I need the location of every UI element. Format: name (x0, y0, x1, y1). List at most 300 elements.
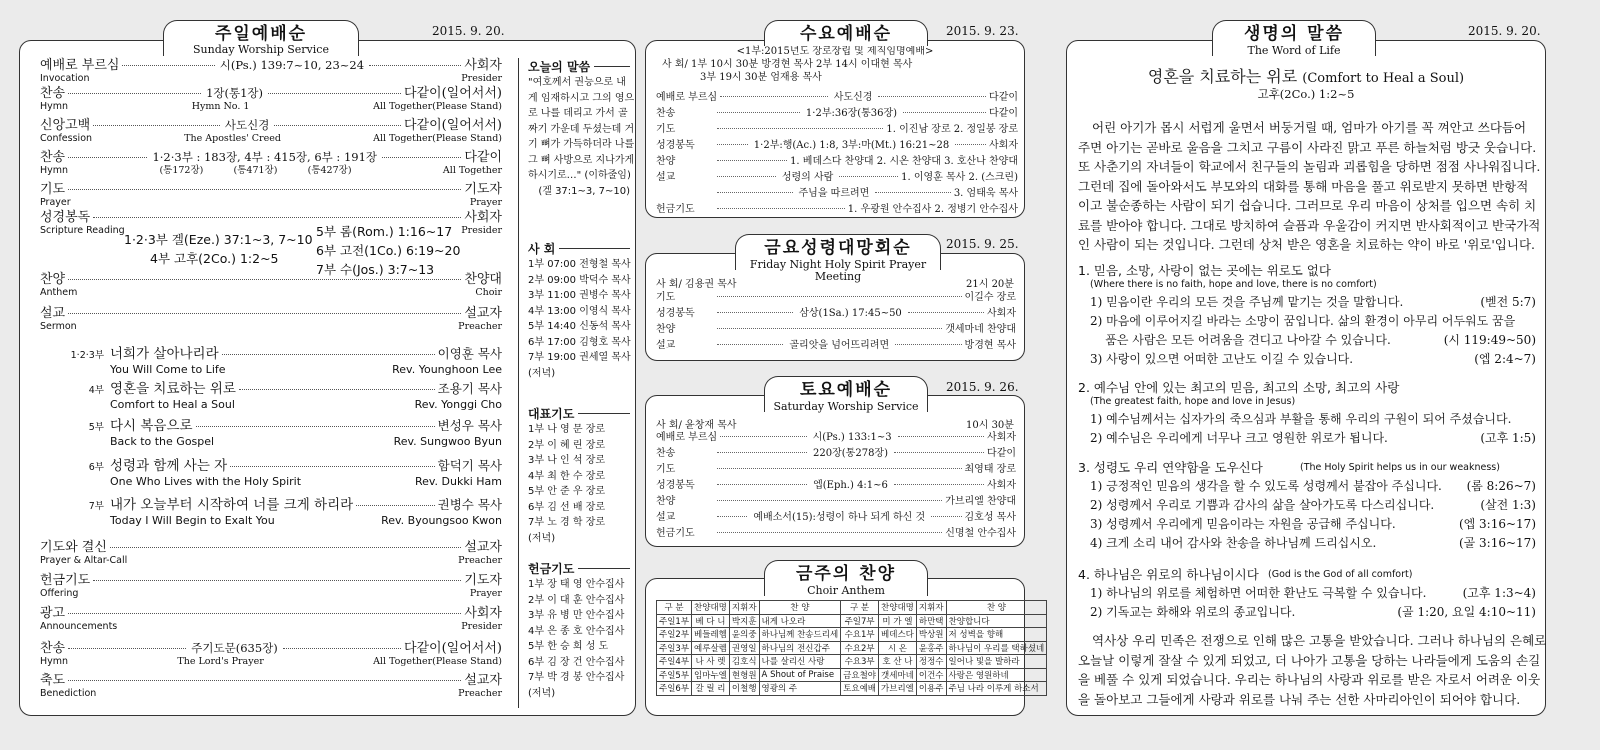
program-row-leader: 1. 이진남 장로 2. 정일봉 장로 (886, 124, 1018, 135)
sermon-service-number: 4부 (88, 385, 104, 396)
section-point (1090, 515, 1536, 534)
dotted-leader (717, 208, 845, 209)
program-row-leader: 사회자 (987, 308, 1016, 319)
anthem-cell: 주일4부 (657, 655, 692, 669)
dotted-leader (894, 484, 984, 485)
anthem-row (657, 614, 1047, 628)
anthem-header-cell: 찬 양 (946, 601, 1047, 615)
sidebar-list-item: 4부 13:00 이영식 목사 (528, 305, 631, 317)
wednesday-presiders (662, 58, 912, 84)
dotted-leader (239, 389, 435, 390)
service-item-sub (40, 165, 502, 176)
section-point-text: 2) 마음에 이루어지길 바라는 소망이 꿈입니다. 삶의 환경이 아무리 어두워도 꿈을 (1090, 314, 1516, 328)
anthem-cell: 임마누엘 (692, 668, 730, 682)
section-point-text: 1) 믿음이란 우리의 모든 것을 주님께 맡기는 것을 말합니다. (1090, 295, 1404, 309)
sermon-preacher-en: Rev. Younghoon Lee (392, 363, 502, 376)
sermon-main (60, 497, 502, 514)
anthem-cell: 수요1부 (841, 628, 879, 642)
wednesday-title: 수요예배순 (799, 24, 893, 44)
sermon-entry (60, 418, 502, 448)
anthem-cell: 베 다 니 (692, 614, 730, 628)
dotted-leader (68, 613, 461, 614)
sidebar-heading (528, 240, 630, 257)
anthem-cell: 내게 나오라 (759, 614, 841, 628)
program-row (656, 307, 1016, 320)
section-heading-ko: 1. 믿음, 소망, 사랑이 없는 곳에는 위로도 없다 (1078, 263, 1331, 278)
scripture-quote-line: 그 뼈 사방으로 지나가게 (528, 154, 635, 166)
word-subtitle: The Word of Life (1247, 44, 1341, 57)
sidebar-heading-text: 사 회 (528, 242, 556, 256)
anthem-cell: 나 사 렛 (692, 655, 730, 669)
dotted-leader (898, 436, 984, 437)
outro-line: 오늘날 이렇게 잘살 수 있게 되었고, 더 나아가 고통을 당하는 나라들에게 도움의 손길 (1078, 652, 1541, 668)
program-row (656, 495, 1016, 508)
program-row-label: 기도 (656, 464, 676, 475)
sidebar-heading-text: 오늘의 말씀 (528, 60, 591, 74)
anthem-cell: 이용주 (916, 682, 946, 696)
service-item-main (40, 182, 502, 197)
service-item-detail-en: (통172장) (통471장) (통427장) (159, 165, 352, 176)
anthem-cell: 베데스다 (879, 628, 917, 642)
intro-paragraph (1078, 118, 1541, 255)
anthem-cell: 시 온 (879, 641, 917, 655)
anthem-cell: 하나님의 전신갑주 (759, 641, 841, 655)
intro-line: 료를 받아야 합니다. 그대로 방치하여 슬픔과 우울감이 커지면 반사회적이고 반국가적 (1078, 217, 1541, 233)
section-point-reference: (엡 3:16~17) (1458, 517, 1536, 531)
program-row-label: 기도 (656, 124, 676, 135)
intro-line: 이고 불순종하는 사람이 되기 쉽습니다. 그러므로 우리 마음이 상처를 입으면 속히 치 (1078, 198, 1537, 213)
program-row (656, 447, 1016, 460)
anthem-cell: 영광의 주 (759, 682, 841, 696)
sidebar-heading (528, 58, 630, 75)
anthem-cell: 윤의중 (729, 628, 759, 642)
dotted-leader (222, 354, 435, 355)
program-row-label: 설교 (656, 172, 676, 183)
program-row-label: 찬양 (656, 496, 676, 507)
anthem-header-cell: 지휘자 (916, 601, 946, 615)
service-item-name: 찬송 (40, 150, 66, 165)
anthem-cell: A Shout of Praise (759, 668, 841, 682)
anthem-row (657, 682, 1047, 696)
sidebar-list-item: 4부 최 한 수 장로 (528, 470, 606, 482)
anthem-cell: 주일1부 (657, 614, 692, 628)
scripture-line: 5부 롬(Rom.) 1:16~17 (316, 224, 453, 239)
service-item-detail-en: The Lord's Prayer (177, 656, 264, 667)
dotted-leader (93, 217, 461, 218)
scripture-quote-line: 하시기로…" (이하줄임) (528, 170, 631, 181)
service-item-main (40, 673, 502, 688)
anthem-cell: 금요철야 (841, 668, 879, 682)
sidebar-list-item: 5부 한 승 희 성 도 (528, 641, 609, 652)
sidebar-list-item: 7부 19:00 권세열 목사 (528, 352, 631, 363)
sidebar-section (528, 405, 630, 546)
dotted-leader (895, 344, 961, 345)
program-row (656, 107, 1018, 120)
service-item-leader: 설교자 (464, 306, 502, 321)
sidebar-divider (518, 58, 519, 708)
section-heading-en: (The greatest faith, hope and love in Jesus) (1090, 396, 1296, 407)
sermon-main (60, 458, 502, 475)
section-heading-ko: 4. 하나님은 위로의 하나님이시다 (1078, 567, 1259, 582)
service-item-name-en: Anthem (40, 287, 78, 298)
sermon-title-en: Today I Will Begin to Exalt You (110, 514, 275, 527)
program-row-label: 기도 (656, 292, 676, 303)
program-row-detail: 골리앗을 넘어뜨리려면 (789, 340, 890, 351)
anthem-cell: 이건수 (916, 668, 946, 682)
section-heading (1078, 263, 1331, 279)
scripture-line: 7부 수(Jos.) 3:7~13 (316, 262, 435, 277)
sermon-service-number: 1·2·3부 (70, 350, 104, 361)
section-heading-en: (The Holy Spirit helps us in our weakness) (1300, 462, 1500, 473)
sermon-entry (60, 497, 502, 527)
service-item-leader: 다같이 (464, 150, 503, 165)
dotted-leader (68, 93, 201, 94)
program-row (656, 139, 1018, 152)
service-item-name: 헌금기도 (40, 573, 91, 588)
service-item (40, 86, 502, 112)
service-item-sub (40, 133, 502, 144)
service-item-name-en: Hymn (40, 656, 69, 667)
service-item-leader: 다같이(일어서서) (403, 118, 503, 133)
sidebar-heading-text: 대표기도 (528, 407, 575, 421)
service-item-leader: 찬양대 (464, 272, 502, 287)
program-row-leader: 방경현 목사 (964, 340, 1017, 351)
section-point (1090, 350, 1536, 369)
section-point-text: 2) 기독교는 화해와 위로의 종교입니다. (1090, 605, 1296, 619)
section-point-reference: (살전 1:3) (1480, 498, 1536, 512)
service-item-main (40, 306, 502, 321)
sermon-sub (60, 398, 502, 411)
section-heading-ko: 3. 성령도 우리 연약함을 도우신다 (1078, 460, 1263, 475)
service-item-name-en: Hymn (40, 101, 69, 112)
service-item-name-en: Prayer (40, 197, 71, 208)
dotted-leader (894, 452, 984, 453)
sidebar-list-item: 3부 유 병 만 안수집사 (528, 610, 625, 621)
service-item-detail-en: The Apostles' Creed (184, 133, 281, 144)
section-point-reference: (엡 2:4~7) (1474, 352, 1536, 366)
program-row (656, 463, 1016, 476)
anthem-cell: 가브리엘 (879, 682, 917, 696)
anthem-cell: 박지훈 (729, 614, 759, 628)
heading-rule (594, 66, 630, 67)
dotted-leader (720, 96, 828, 97)
service-item-main (40, 118, 502, 133)
program-row-label: 예배로 부르심 (656, 432, 718, 443)
sidebar-list-item: 1부 나 영 문 장로 (528, 424, 606, 435)
program-row-label: 설교 (656, 512, 676, 523)
program-row (656, 203, 1018, 216)
service-item (40, 306, 502, 332)
service-item-main (40, 150, 502, 165)
sidebar-list-item: 2부 09:00 박덕수 목사 (528, 274, 631, 286)
sermon-entry (60, 458, 502, 488)
dotted-leader (230, 466, 434, 467)
sidebar-list-item: 7부 노 경 학 장로 (528, 517, 606, 528)
service-item-leader-en: All Together(Please Stand) (373, 133, 502, 144)
intro-line: 인 사람이 되는 것입니다. 그런데 상처 받은 영혼을 치료하는 약이 바로 '위로'입니다. (1078, 237, 1536, 252)
friday-title: 금요성령대망회순 (764, 238, 912, 258)
service-item-detail: 1·2·3부 : 183장, 4부 : 415장, 6부 : 191장 (152, 150, 378, 164)
service-item-name: 기도와 결신 (40, 540, 107, 555)
program-row-label: 헌금기도 (656, 204, 695, 215)
section-point-reference: (골 1:20, 요일 4:10~11) (1397, 605, 1536, 619)
dotted-leader (356, 505, 434, 506)
section-point-reference: (고후 1:3~4) (1462, 586, 1536, 600)
sidebar-heading (528, 405, 630, 422)
anthem-cell: 이철행 (729, 682, 759, 696)
dotted-leader (931, 516, 961, 517)
service-item-main (40, 573, 502, 588)
sermon-title (1066, 64, 1546, 87)
anthem-cell: 예루살렘 (692, 641, 730, 655)
program-row-label: 성경봉독 (656, 308, 695, 319)
section-point-reference: (롬 8:26~7) (1466, 479, 1536, 493)
scripture-quote-reference: (겔 37:1~3, 7~10) (538, 185, 630, 197)
service-item-name-en: Announcements (40, 621, 118, 632)
sermon-title: 너희가 살아나리라 (110, 346, 219, 362)
program-row-leader: 가브리엘 찬양대 (945, 496, 1016, 507)
section-point-text: 1) 예수님께서는 십자가의 죽으심과 부활을 통해 우리의 구원이 되어 주셨습니다. (1090, 412, 1512, 426)
service-item-sub (40, 656, 502, 667)
anthem-cell: 사랑은 영원하네 (946, 668, 1047, 682)
program-row-detail: 예배소서(15):성령이 하나 되게 하신 것 (753, 512, 926, 523)
service-item-sub (40, 73, 502, 84)
program-row-leader: 최영태 장로 (964, 464, 1016, 475)
service-item-leader: 기도자 (464, 182, 502, 197)
anthem-row (657, 668, 1047, 682)
section-point-reference: (시 119:49~50) (1443, 333, 1536, 347)
scripture-quote-line: "여호께서 권능으로 내 (528, 77, 626, 88)
saturday-date: 2015. 9. 26. (946, 380, 1019, 394)
dotted-leader (878, 96, 986, 97)
intro-line: 그런데 집에 돌아와서도 부모와의 대화를 통해 마음을 풀고 위로받지 못하면 반항적 (1078, 178, 1529, 194)
program-row-detail: 1·2부:행(Ac.) 1:8, 3부:마(Mt.) 16:21~28 (753, 140, 950, 151)
sunday-title: 주일예배순 (214, 24, 308, 44)
service-item-leader-en: All Together(Please Stand) (373, 656, 502, 667)
wednesday-title-tab (764, 20, 928, 46)
anthem-cell: 주일7부 (841, 614, 879, 628)
sunday-subtitle: Sunday Worship Service (193, 43, 329, 56)
sermon-title-en: Back to the Gospel (110, 435, 215, 448)
service-item-name: 찬송 (40, 641, 66, 656)
scripture-quote-line: 기 뼈가 가득하더라 나를 (528, 139, 635, 150)
dotted-leader (908, 312, 984, 313)
service-item-main (40, 86, 502, 101)
sermon-title-en: Comfort to Heal a Soul (110, 398, 235, 411)
sidebar-list-item: 3부 나 인 석 장로 (528, 455, 606, 466)
anthem-cell: 일어나 빛을 발하라 (946, 655, 1047, 669)
anthem-cell: 현형원 (729, 668, 759, 682)
dotted-leader (369, 65, 461, 66)
service-item-name: 설교 (40, 306, 66, 321)
sermon-title: 영혼을 치료하는 위로 (110, 381, 236, 397)
sidebar-list-item: (저녁) (528, 687, 556, 699)
service-item-leader: 사회자 (464, 58, 502, 73)
service-item (40, 540, 502, 566)
service-item-name-en: Scripture Reading (40, 225, 125, 236)
service-item-name: 축도 (40, 673, 66, 688)
sermon-sub (60, 435, 502, 448)
service-item-leader-en: All Together(Please Stand) (373, 101, 502, 112)
service-item-name-en: Prayer & Altar-Call (40, 555, 128, 566)
service-item-sub (40, 688, 502, 699)
dotted-leader (717, 144, 748, 145)
anthem-cell: 권영일 (729, 641, 759, 655)
section-point-reference: (고후 1:5) (1480, 431, 1536, 445)
dotted-leader (955, 144, 986, 145)
sidebar-heading-text: 헌금기도 (528, 562, 575, 576)
dotted-leader (717, 532, 942, 533)
service-item-leader-en: Prayer (469, 197, 502, 208)
service-item (40, 58, 502, 84)
sermon-title-ko: 영혼을 치료하는 위로 (1147, 67, 1298, 86)
service-item-leader-en: All Together (442, 165, 502, 176)
sermon-preacher-en: Rev. Sungwoo Byun (393, 435, 502, 448)
anthem-cell: 하만택 (916, 614, 946, 628)
service-item-leader-en: Presider (461, 225, 502, 236)
program-row (656, 91, 1018, 104)
sermon-service-number: 5부 (88, 422, 104, 433)
anthem-cell: 나를 살리신 사랑 (759, 655, 841, 669)
sermon-preacher: 권병수 목사 (437, 497, 502, 512)
anthem-cell: 호 산 나 (879, 655, 917, 669)
service-item-leader: 기도자 (464, 573, 502, 588)
dotted-leader (839, 176, 898, 177)
anthem-cell: 수요3부 (841, 655, 879, 669)
sidebar-section (528, 560, 630, 701)
service-item-main (40, 540, 502, 555)
anthem-cell: 갈 릴 리 (692, 682, 730, 696)
scripture-quote-line: 짜기 가운데 두셨는데 거 (528, 123, 635, 135)
sermon-sub (60, 514, 502, 527)
heading-rule (578, 568, 630, 569)
anthem-cell: 박상원 (916, 628, 946, 642)
program-row-leader: 다같이 (987, 448, 1017, 459)
service-item-sub (40, 321, 502, 332)
anthem-cell: 베들레헴 (692, 628, 730, 642)
anthem-title-tab (764, 560, 928, 596)
dotted-leader (717, 192, 793, 193)
sermon-service-number: 7부 (88, 501, 104, 512)
anthem-cell: 토요예배 (841, 682, 879, 696)
anthem-cell: 주일5부 (657, 668, 692, 682)
program-row-detail: 사도신경 (833, 92, 873, 103)
service-item-detail-en: Hymn No. 1 (191, 101, 250, 112)
program-row-detail: 성령의 사람 (781, 172, 834, 183)
section-point (1090, 410, 1536, 429)
dotted-leader (717, 344, 783, 345)
section-heading (1078, 380, 1399, 396)
sidebar-section (528, 240, 630, 381)
sidebar-list-item: 6부 17:00 김형호 목사 (528, 336, 631, 348)
service-item-leader: 사회자 (464, 210, 502, 225)
dotted-leader (717, 128, 883, 129)
section-heading-en: (God is the God of all comfort) (1268, 569, 1413, 580)
outro-line: 을 베풀 수 있게 되었습니다. 우리는 하나님의 사랑과 위로를 받은 자로서 어려운 이웃 (1078, 672, 1541, 687)
word-title: 생명의 말씀 (1243, 24, 1345, 44)
service-item (40, 641, 502, 667)
dotted-leader (274, 125, 401, 126)
service-item-leader-en: Preacher (458, 555, 502, 566)
service-item-name: 광고 (40, 606, 66, 621)
service-item-sub (40, 588, 502, 599)
program-row-leader: 1. 베데스다 찬양대 2. 시온 찬양대 3. 호산나 찬양대 (790, 156, 1018, 167)
anthem-header-cell: 찬양대명 (879, 601, 917, 615)
service-item-leader-en: Choir (475, 287, 502, 298)
anthem-row (657, 641, 1047, 655)
service-item-name: 찬양 (40, 272, 66, 287)
dotted-leader (717, 176, 776, 177)
wednesday-note: <1부:2015년도 장로장립 및 제직임명예배> (736, 46, 934, 57)
sidebar-list-item: (저녁) (528, 367, 556, 379)
service-item-detail: 시(Ps.) 139:7~10, 23~24 (219, 58, 365, 72)
service-item-sub (40, 197, 502, 208)
section-point (1090, 429, 1536, 448)
scripture-quote-line: 게 임재하시고 그의 영으 (528, 92, 635, 104)
service-item-leader: 설교자 (464, 540, 502, 555)
service-item-name-en: Sermon (40, 321, 77, 332)
sidebar-list-item: 1부 07:00 전형철 목사 (528, 259, 631, 270)
section-point (1090, 293, 1536, 312)
sermon-title: 다시 복음으로 (110, 418, 193, 434)
sermon-title-en: (Comfort to Heal a Soul) (1302, 71, 1465, 86)
section-point-text: 3) 성령께서 우리에게 믿음이라는 자원을 공급해 주십니다. (1090, 517, 1396, 531)
section-point (1090, 312, 1536, 331)
program-row-label: 성경봉독 (656, 480, 695, 491)
service-item (40, 673, 502, 699)
dotted-leader (68, 157, 147, 158)
program-row (656, 155, 1018, 168)
sermon-main (60, 346, 502, 363)
program-row (656, 123, 1018, 136)
service-item-leader-en: Preacher (458, 688, 502, 699)
intro-line: 또 사춘기의 자녀들이 학교에서 친구들의 놀림과 괴롭힘을 당하면 점점 사나워집니다. (1078, 159, 1541, 174)
dotted-leader (717, 484, 807, 485)
anthem-header-cell: 구 분 (657, 601, 692, 615)
service-item-sub (40, 287, 502, 298)
section-point (1090, 496, 1536, 515)
saturday-title-tab (764, 376, 928, 412)
sermon-main (60, 381, 502, 398)
program-row-leader: 1. 이영훈 목사 2. (스크린) (901, 172, 1018, 183)
section-point-reference: (벧전 5:7) (1480, 295, 1536, 309)
wednesday-date: 2015. 9. 23. (946, 24, 1019, 38)
dotted-leader (717, 312, 793, 313)
sermon-entry (60, 381, 502, 411)
friday-subtitle: Friday Night Holy Spirit Prayer Meeting (749, 258, 927, 283)
anthem-cell: 미 가 엘 (879, 614, 917, 628)
anthem-cell: 갯세마네 (879, 668, 917, 682)
service-item (40, 118, 502, 144)
sermon-preacher: 변성우 목사 (437, 418, 502, 433)
sermon-preacher-en: Rev. Yonggi Cho (414, 398, 502, 411)
anthem-header-cell: 구 분 (841, 601, 879, 615)
section-heading (1078, 567, 1259, 583)
dotted-leader (68, 648, 186, 649)
program-row-leader: 다같이 (989, 92, 1019, 103)
service-item-leader-en: Presider (461, 73, 502, 84)
program-row-leader: 갯세마네 찬양대 (945, 324, 1016, 335)
program-row-detail: 1·2부:36장(통36장) (805, 108, 898, 119)
section-heading-en: (Where there is no faith, hope and love, there is no comfort) (1090, 279, 1377, 290)
program-row-detail: 엡(Eph.) 4:1~6 (813, 480, 888, 491)
saturday-subtitle: Saturday Worship Service (773, 400, 919, 413)
program-row (656, 527, 1016, 540)
anthem-cell: 저 성벽을 향해 (946, 628, 1047, 642)
program-row-leader: 김호성 목사 (964, 512, 1016, 523)
dotted-leader (717, 160, 787, 161)
service-item-name-en: Benediction (40, 688, 97, 699)
